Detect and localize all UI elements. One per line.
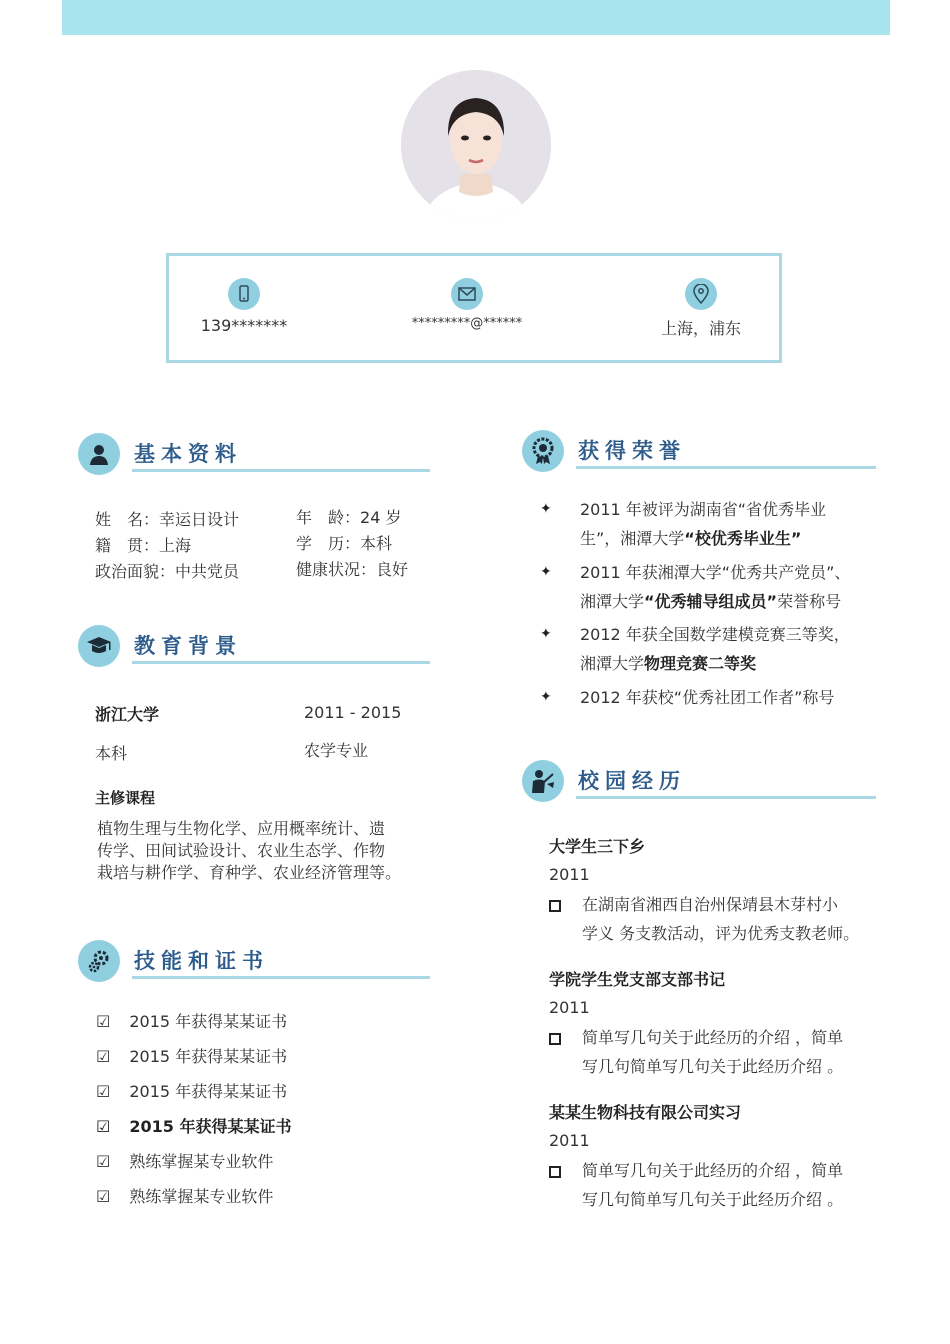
square-bullet-icon <box>549 1166 561 1178</box>
section-education-header <box>78 625 430 669</box>
health-label: 健康状况： <box>296 560 377 579</box>
checkbox-icon: ☑ <box>96 1117 111 1136</box>
campus-item-title: 学院学生党支部支部书记 <box>549 970 726 989</box>
honor-item <box>540 683 834 712</box>
skill-item <box>96 1152 273 1171</box>
politics-value: 中共党员 <box>175 562 240 581</box>
name-row <box>95 510 239 529</box>
skill-text: 2015 年获得某某证书 <box>129 1047 288 1066</box>
honor-line: 2011 年获湘潭大学“优秀共产党员”、 <box>580 563 851 582</box>
contact-location <box>601 278 801 339</box>
section-divider <box>132 976 430 979</box>
age-value: 24 岁 <box>360 508 402 527</box>
honor-bold: “校优秀毕业生” <box>684 529 802 548</box>
campus-item-title: 大学生三下乡 <box>549 837 646 856</box>
honor-text: 荣誉称号 <box>777 592 842 611</box>
contact-email <box>367 278 567 331</box>
checkbox-icon: ☑ <box>96 1187 111 1206</box>
degree: 本科 <box>95 744 128 763</box>
honor-bold: “优秀辅导组成员” <box>644 592 778 611</box>
section-title: 获得荣誉 <box>578 439 686 463</box>
person-icon <box>78 433 120 475</box>
age-label: 年 龄： <box>296 508 361 527</box>
skill-item <box>96 1047 287 1066</box>
campus-item-title: 某某生物科技有限公司实习 <box>549 1103 742 1122</box>
checkbox-icon: ☑ <box>96 1012 111 1031</box>
section-campus-header <box>522 760 876 804</box>
skill-item <box>96 1187 273 1206</box>
skill-text: 熟练掌握某专业软件 <box>129 1187 274 1206</box>
section-divider <box>576 466 876 469</box>
courses-line: 传学、田间试验设计、农业生态学、作物 <box>97 841 386 860</box>
section-title: 基本资料 <box>134 442 242 466</box>
school-name: 浙江大学 <box>95 705 160 724</box>
age-row <box>296 508 401 527</box>
honor-text: 湘潭大学 <box>580 654 645 673</box>
honor-item <box>540 620 850 678</box>
honor-text: 湘潭大学 <box>580 592 645 611</box>
skill-text: 2015 年获得某某证书 <box>129 1117 292 1136</box>
major: 农学专业 <box>304 741 369 760</box>
star-bullet-icon: ✦ <box>540 626 552 642</box>
phone-text: 139******* <box>200 316 288 335</box>
checkbox-icon: ☑ <box>96 1152 111 1171</box>
section-title: 校园经历 <box>578 769 686 793</box>
mail-icon <box>451 278 483 310</box>
campus-desc-line: 简单写几句关于此经历的介绍 ，简单 <box>582 1161 844 1180</box>
health-value: 良好 <box>376 560 409 579</box>
skill-item <box>96 1117 291 1136</box>
school-years: 2011 - 2015 <box>304 703 402 722</box>
section-title: 技能和证书 <box>134 949 269 973</box>
name-label: 姓 名： <box>95 510 160 529</box>
edu-row <box>296 534 392 553</box>
campus-desc-line: 学义 务支教活动，评为优秀支教老师。 <box>582 924 860 943</box>
health-row <box>296 560 408 579</box>
skill-text: 熟练掌握某专业软件 <box>129 1152 274 1171</box>
section-basic-header <box>78 433 430 477</box>
honor-line: 2012 年获全国数学建模竞赛三等奖， <box>580 625 850 644</box>
phone-icon <box>228 278 260 310</box>
skill-text: 2015 年获得某某证书 <box>129 1012 288 1031</box>
origin-value: 上海 <box>159 536 192 555</box>
email-text: *********@****** <box>411 316 523 331</box>
section-skills-header <box>78 940 430 984</box>
campus-item-desc <box>582 1156 843 1214</box>
gears-icon <box>78 940 120 982</box>
honor-line: 2011 年被评为湖南省“省优秀毕业 <box>580 500 827 519</box>
honor-line: 2012 年获校“优秀社团工作者”称号 <box>580 688 835 707</box>
courses-line: 栽培与耕作学、育种学、农业经济管理等。 <box>97 863 402 882</box>
contact-box <box>166 253 782 363</box>
section-honors-header <box>522 430 876 474</box>
campus-item-desc <box>582 1023 843 1081</box>
section-title: 教育背景 <box>134 634 242 658</box>
campus-item-year: 2011 <box>549 1131 590 1150</box>
campus-desc-line: 简单写几句关于此经历的介绍 ，简单 <box>582 1028 844 1047</box>
edu-label: 学 历： <box>296 534 361 553</box>
presenter-icon <box>522 760 564 802</box>
honor-item <box>540 558 850 616</box>
honor-item <box>540 495 826 553</box>
contact-phone <box>144 278 344 335</box>
square-bullet-icon <box>549 1033 561 1045</box>
top-color-bar <box>62 0 890 35</box>
star-bullet-icon: ✦ <box>540 564 552 580</box>
campus-item-desc <box>582 890 859 948</box>
origin-label: 籍 贯： <box>95 536 160 555</box>
campus-desc-line: 在湖南省湘西自治州保靖县木芽村小 <box>582 895 839 914</box>
campus-desc-line: 写几句简单写几句关于此经历介绍 。 <box>582 1190 844 1209</box>
skill-text: 2015 年获得某某证书 <box>129 1082 288 1101</box>
location-pin-icon <box>685 278 717 310</box>
honor-line <box>580 649 850 678</box>
checkbox-icon: ☑ <box>96 1047 111 1066</box>
campus-desc-line: 写几句简单写几句关于此经历介绍 。 <box>582 1057 844 1076</box>
edu-value: 本科 <box>360 534 393 553</box>
square-bullet-icon <box>549 900 561 912</box>
origin-row <box>95 536 191 555</box>
courses-title: 主修课程 <box>95 789 156 807</box>
skill-item <box>96 1082 287 1101</box>
name-value: 幸运日设计 <box>159 510 240 529</box>
checkbox-icon: ☑ <box>96 1082 111 1101</box>
honor-line <box>580 587 850 616</box>
honor-text: 生”，湘潭大学 <box>580 529 685 548</box>
graduation-cap-icon <box>78 625 120 667</box>
avatar <box>401 70 551 220</box>
section-divider <box>576 796 876 799</box>
section-divider <box>132 469 430 472</box>
campus-item-year: 2011 <box>549 998 590 1017</box>
star-bullet-icon: ✦ <box>540 689 552 705</box>
section-divider <box>132 661 430 664</box>
politics-row <box>95 562 239 581</box>
award-medal-icon <box>522 430 564 472</box>
star-bullet-icon: ✦ <box>540 501 552 517</box>
skill-item <box>96 1012 287 1031</box>
location-text: 上海，浦东 <box>660 319 741 338</box>
politics-label: 政治面貌： <box>95 562 176 581</box>
honor-line <box>580 524 826 553</box>
campus-item-year: 2011 <box>549 865 590 884</box>
courses-text <box>97 818 401 884</box>
courses-line: 植物生理与生物化学、应用概率统计、遗 <box>97 819 386 838</box>
honor-bold: 物理竞赛二等奖 <box>644 654 757 673</box>
